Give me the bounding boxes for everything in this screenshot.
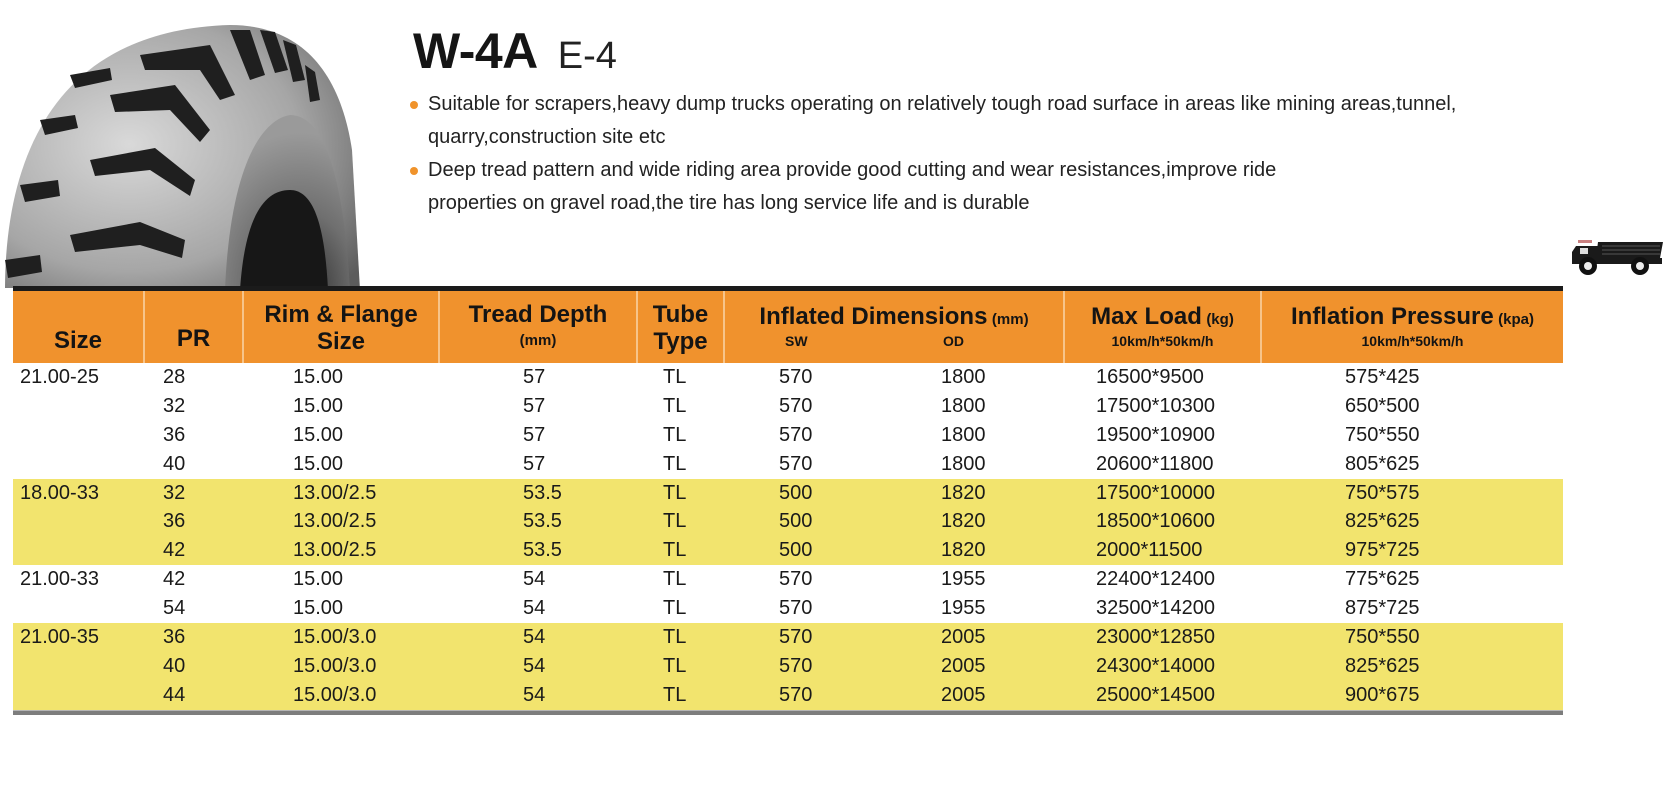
tire-image	[0, 0, 375, 288]
cell-tread: 53.5	[523, 481, 562, 504]
cell-load: 22400*12400	[1096, 568, 1216, 591]
header-inflation-pressure: Inflation Pressure (kpa) 10km/h*50km/h	[1290, 303, 1535, 349]
cell-od: 1800	[941, 452, 986, 475]
cell-sw: 570	[779, 394, 813, 417]
header-pr: PR	[145, 291, 244, 363]
cell-load: 24300*14000	[1096, 654, 1216, 677]
table-row	[13, 392, 1563, 421]
cell-tread: 53.5	[523, 510, 562, 533]
feature-item	[410, 154, 1650, 220]
cell-tube: TL	[663, 423, 687, 446]
feature-line: quarry,construction site etc	[428, 126, 666, 148]
cell-rim: 13.00/2.5	[293, 539, 377, 562]
cell-pr: 36	[163, 626, 186, 649]
table-row	[13, 594, 1563, 623]
feature-line: properties on gravel road,the tire has long service life and is durable	[428, 192, 1030, 214]
feature-item	[410, 88, 1650, 154]
cell-sw: 570	[779, 626, 813, 649]
header-max-load: Max Load (kg) 10km/h*50km/h	[1065, 291, 1262, 363]
cell-pr: 36	[163, 423, 186, 446]
cell-tube: TL	[663, 366, 687, 388]
cell-tube: TL	[663, 510, 687, 533]
header-sw: SW	[785, 333, 808, 349]
cell-pressure: 750*550	[1345, 423, 1420, 446]
cell-tread: 54	[523, 568, 546, 591]
cell-rim: 13.00/2.5	[293, 510, 377, 533]
table-body	[13, 363, 1563, 710]
cell-pr: 54	[163, 597, 186, 620]
cell-tread: 57	[523, 452, 546, 475]
table-row	[13, 652, 1563, 681]
cell-od: 2005	[941, 626, 986, 649]
cell-tread: 54	[523, 654, 546, 677]
cell-pr: 40	[163, 452, 186, 475]
table-row	[13, 681, 1563, 710]
feature-line: Suitable for scrapers,heavy dump trucks operating on relatively tough road surface in areas like mining areas,tunnel,	[428, 93, 1457, 115]
cell-sw: 570	[779, 423, 813, 446]
product-title	[413, 22, 617, 80]
cell-tread: 57	[523, 394, 546, 417]
cell-rim: 15.00	[293, 452, 344, 475]
cell-sw: 570	[779, 568, 813, 591]
table-row	[13, 623, 1563, 652]
cell-tread: 54	[523, 626, 546, 649]
cell-tube: TL	[663, 539, 687, 562]
cell-pr: 36	[163, 510, 186, 533]
cell-pressure: 900*675	[1345, 683, 1420, 706]
header-tube-type: Tube Type	[638, 291, 725, 363]
model-name: W-4A	[413, 23, 538, 79]
cell-sw: 500	[779, 539, 813, 562]
cell-pr: 40	[163, 654, 186, 677]
cell-pressure: 825*625	[1345, 510, 1420, 533]
cell-od: 2005	[941, 654, 986, 677]
cell-pr: 32	[163, 481, 186, 504]
cell-rim: 15.00	[293, 366, 344, 388]
cell-od: 1820	[941, 539, 986, 562]
cell-rim: 15.00	[293, 394, 344, 417]
cell-load: 17500*10300	[1096, 394, 1216, 417]
cell-load: 16500*9500	[1096, 366, 1204, 388]
cell-pressure: 975*725	[1345, 539, 1420, 562]
cell-od: 1820	[941, 481, 986, 504]
cell-tube: TL	[663, 654, 687, 677]
header-size: Size	[13, 291, 145, 363]
cell-sw: 570	[779, 366, 813, 388]
cell-sw: 500	[779, 481, 813, 504]
cell-load: 20600*11800	[1096, 452, 1214, 475]
cell-tube: TL	[663, 597, 687, 620]
cell-tube: TL	[663, 481, 687, 504]
cell-od: 1800	[941, 423, 986, 446]
cell-sw: 570	[779, 597, 813, 620]
cell-tread: 57	[523, 366, 546, 388]
cell-load: 2000*11500	[1096, 539, 1203, 562]
cell-tube: TL	[663, 452, 687, 475]
header-od: OD	[943, 333, 964, 349]
bullet-icon	[410, 101, 418, 109]
cell-size: 21.00-33	[20, 568, 99, 591]
cell-sw: 570	[779, 683, 813, 706]
cell-od: 1955	[941, 597, 986, 620]
cell-rim: 15.00	[293, 597, 344, 620]
table-row	[13, 363, 1563, 392]
header-tread-depth: Tread Depth (mm)	[440, 291, 638, 363]
cell-od: 1955	[941, 568, 986, 591]
cell-pressure: 775*625	[1345, 568, 1420, 591]
feature-list	[410, 88, 1650, 220]
cell-pressure: 750*550	[1345, 626, 1420, 649]
cell-pressure: 650*500	[1345, 394, 1420, 417]
cell-pr: 42	[163, 568, 186, 591]
table-row	[13, 450, 1563, 479]
cell-rim: 13.00/2.5	[293, 481, 377, 504]
cell-load: 17500*10000	[1096, 481, 1216, 504]
cell-rim: 15.00/3.0	[293, 626, 377, 649]
cell-rim: 15.00	[293, 423, 344, 446]
table-header	[13, 291, 1563, 363]
cell-pressure: 825*625	[1345, 654, 1420, 677]
cell-pressure: 575*425	[1345, 366, 1420, 388]
cell-size: 21.00-35	[20, 626, 99, 649]
cell-tread: 54	[523, 597, 546, 620]
cell-pressure: 750*575	[1345, 481, 1420, 504]
cell-od: 1800	[941, 366, 986, 388]
cell-pr: 28	[163, 366, 186, 388]
header-inflated-dimensions: Inflated Dimensions (mm) SW OD	[725, 291, 1065, 363]
bullet-icon	[410, 167, 418, 175]
cell-tube: TL	[663, 394, 687, 417]
cell-load: 32500*14200	[1096, 597, 1216, 620]
cell-tread: 54	[523, 683, 546, 706]
cell-rim: 15.00	[293, 568, 344, 591]
cell-load: 18500*10600	[1096, 510, 1216, 533]
cell-tread: 57	[523, 423, 546, 446]
cell-sw: 500	[779, 510, 813, 533]
table-row	[13, 536, 1563, 565]
table-row	[13, 565, 1563, 594]
table-row	[13, 507, 1563, 536]
cell-load: 19500*10900	[1096, 423, 1216, 446]
cell-od: 2005	[941, 683, 986, 706]
cell-pressure: 805*625	[1345, 452, 1420, 475]
cell-rim: 15.00/3.0	[293, 654, 377, 677]
cell-od: 1800	[941, 394, 986, 417]
cell-rim: 15.00/3.0	[293, 683, 377, 706]
model-code: E-4	[557, 35, 617, 77]
table-row	[13, 421, 1563, 450]
specs-table	[13, 286, 1563, 715]
cell-load: 25000*14500	[1096, 683, 1216, 706]
cell-pr: 42	[163, 539, 186, 562]
header-rim: Rim & Flange Size	[244, 291, 440, 363]
cell-od: 1820	[941, 510, 986, 533]
cell-tube: TL	[663, 568, 687, 591]
table-row	[13, 479, 1563, 508]
cell-pr: 32	[163, 394, 186, 417]
tire-tread-icon	[0, 0, 375, 288]
cell-sw: 570	[779, 452, 813, 475]
cell-tube: TL	[663, 626, 687, 649]
table-bottom-rule	[13, 710, 1563, 715]
cell-sw: 570	[779, 654, 813, 677]
cell-pr: 44	[163, 683, 186, 706]
cell-size: 21.00-25	[20, 366, 99, 388]
cell-tread: 53.5	[523, 539, 562, 562]
cell-load: 23000*12850	[1096, 626, 1216, 649]
dump-truck-icon	[1568, 236, 1668, 276]
cell-tube: TL	[663, 683, 687, 706]
feature-line: Deep tread pattern and wide riding area provide good cutting and wear resistances,improve ride	[428, 159, 1277, 181]
cell-size: 18.00-33	[20, 481, 99, 504]
cell-pressure: 875*725	[1345, 597, 1420, 620]
